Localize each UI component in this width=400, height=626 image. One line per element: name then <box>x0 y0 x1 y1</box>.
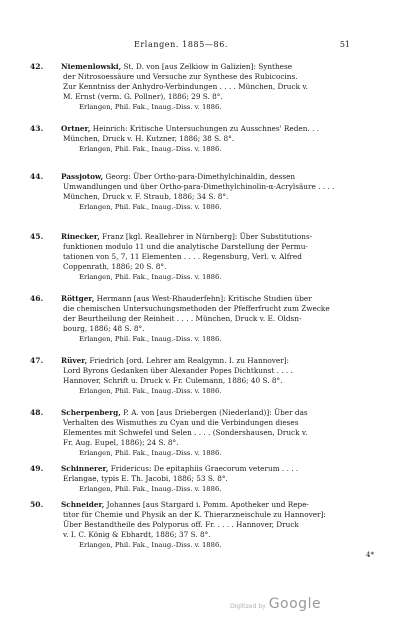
entry-line: Erlangae, typis E. Th. Jacobi, 1886; 53 S. 8°. <box>63 474 228 483</box>
entry-dissertation-note: Erlangen, Phil. Fak., Inaug.-Diss. v. 1886. <box>79 335 222 343</box>
entry-text: Heinrich: Kritische Untersuchungen zu Ausschnes' Reden. . . <box>92 124 320 133</box>
entry-number: 50. <box>30 500 44 509</box>
entry-dissertation-note: Erlangen, Phil. Fak., Inaug.-Diss. v. 1886. <box>79 485 222 493</box>
entry-line: Coppenrath, 1886; 20 S. 8°. <box>63 262 167 271</box>
entry-text: Fridericus: De epitaphiis Graecorum veterum . . . . <box>110 464 299 473</box>
entry-author: Röttger, <box>61 294 95 303</box>
entry-line <box>61 464 366 474</box>
entry-line: bourg, 1886; 48 S. 8°. <box>63 324 145 333</box>
entry-dissertation-note: Erlangen, Phil. Fak., Inaug.-Diss. v. 1886. <box>79 541 222 549</box>
entry-number: 48. <box>30 408 44 417</box>
entry-line <box>61 356 366 366</box>
entry-dissertation-note: Erlangen, Phil. Fak., Inaug.-Diss. v. 1886. <box>79 103 222 111</box>
running-header <box>0 40 400 52</box>
entry-dissertation-note: Erlangen, Phil. Fak., Inaug.-Diss. v. 1886. <box>79 387 222 395</box>
entry-line: Zur Kenntniss der Anhydro-Verbindungen . . . . München, Druck v. <box>63 82 308 91</box>
page-number: 51 <box>339 40 350 49</box>
watermark-brand: Google <box>268 596 322 612</box>
entry-number: 42. <box>30 62 44 71</box>
entry-number: 45. <box>30 232 44 241</box>
entry-line: Über Bestandtheile des Polyporus off. Fr. . . . . Hannover, Druck <box>63 520 299 529</box>
entry-author: Rüver, <box>61 356 88 365</box>
entry-dissertation-note: Erlangen, Phil. Fak., Inaug.-Diss. v. 1886. <box>79 449 222 457</box>
entry-line: die chemischen Untersuchungsmethoden der Pfefferfrucht zum Zwecke <box>63 304 330 313</box>
entry-text: St. D. von [aus Zelkiow in Galizien]: Synthese <box>123 62 293 71</box>
entry-line: Fr. Aug. Eupel, 1886); 24 S. 8°. <box>63 438 179 447</box>
entry-author: Niemenlowski, <box>61 62 122 71</box>
entry-line: tationen von 5, 7, 11 Elementen . . . . Regensburg, Verl. v. Alfred <box>63 252 302 261</box>
entry-number: 46. <box>30 294 44 303</box>
entry-line <box>61 500 366 510</box>
entry-dissertation-note: Erlangen, Phil. Fak., Inaug.-Diss. v. 1886. <box>79 145 222 153</box>
entry-line: funktionen modulo 11 und die analytische Darstellung der Permu- <box>63 242 308 251</box>
entry-line: Verhalten des Wismuthes zu Cyan und die Verbindungen dieses <box>63 418 299 427</box>
entry-line: v. I. C. König & Ebhardt, 1886; 37 S. 8°. <box>63 530 211 539</box>
entry-text: Georg: Über Ortho-para-Dimethylchinaldin, dessen <box>105 172 296 181</box>
entry-line: München, Druck v. F. Straub, 1886; 34 S. 8°. <box>63 192 229 201</box>
entry-line <box>61 124 366 134</box>
entry-author: Rinecker, <box>61 232 100 241</box>
entry-number: 49. <box>30 464 44 473</box>
entry-number: 44. <box>30 172 44 181</box>
entry-text: Hermann [aus West-Rhauderfehn]: Kritische Studien über <box>96 294 312 303</box>
signature-mark: 4* <box>366 551 374 559</box>
entry-author: Ortner, <box>61 124 91 133</box>
entry-line <box>61 172 366 182</box>
header-title: Erlangen. 1885—86. <box>133 40 229 49</box>
entry-line <box>61 232 366 242</box>
entry-text: P. A. von [aus Driebergen (Niederland)]: Über das <box>123 408 308 417</box>
entry-line: der Beurtheilung der Reinheit . . . . München, Druck v. E. Oldsn- <box>63 314 302 323</box>
entry-line: M. Ernst (verm. G. Pollner), 1886; 29 S. 8°. <box>63 92 223 101</box>
entry-line: der Nitrosoessäure und Versuche zur Synthese des Rubicocins. <box>63 72 298 81</box>
entry-line: Elementes mit Schwefel und Selen . . . . (Sondershausen, Druck v. <box>63 428 308 437</box>
entry-line <box>61 408 366 418</box>
entry-line: titor für Chemie und Physik an der K. Thierarzneischule zu Hannover]: <box>63 510 326 519</box>
entry-text: Johannes [aus Stargard i. Pomm. Apotheker und Repe- <box>106 500 309 509</box>
entry-line <box>61 62 366 72</box>
entry-author: Schneider, <box>61 500 105 509</box>
entry-line: Lord Byrons Gedanken über Alexander Popes Dichtkunst . . . . <box>63 366 293 375</box>
entry-dissertation-note: Erlangen, Phil. Fak., Inaug.-Diss. v. 1886. <box>79 273 222 281</box>
google-watermark <box>230 596 321 612</box>
entry-text: Franz [kgl. Reallehrer in Nürnberg]: Über Substitutions- <box>102 232 313 241</box>
entry-line: Hannover, Schrift u. Druck v. Fr. Culemann, 1886; 40 S. 8°. <box>63 376 283 385</box>
entry-number: 47. <box>30 356 44 365</box>
entry-text: Friedrich [ord. Lehrer am Realgymn. I. zu Hannover]: <box>89 356 290 365</box>
entry-line: Umwandlungen und über Ortho-para-Dimethylchinolin-α-Acrylsäure . . . . <box>63 182 335 191</box>
entry-author: Scherpenberg, <box>61 408 121 417</box>
entry-author: Passjotow, <box>61 172 104 181</box>
entry-dissertation-note: Erlangen, Phil. Fak., Inaug.-Diss. v. 1886. <box>79 203 222 211</box>
entry-line <box>61 294 366 304</box>
watermark-prefix: Digitized by <box>230 603 266 610</box>
entry-line: München, Druck v. H. Kutzner, 1886; 38 S. 8°. <box>63 134 235 143</box>
entry-number: 43. <box>30 124 44 133</box>
entry-author: Schinnerer, <box>61 464 109 473</box>
